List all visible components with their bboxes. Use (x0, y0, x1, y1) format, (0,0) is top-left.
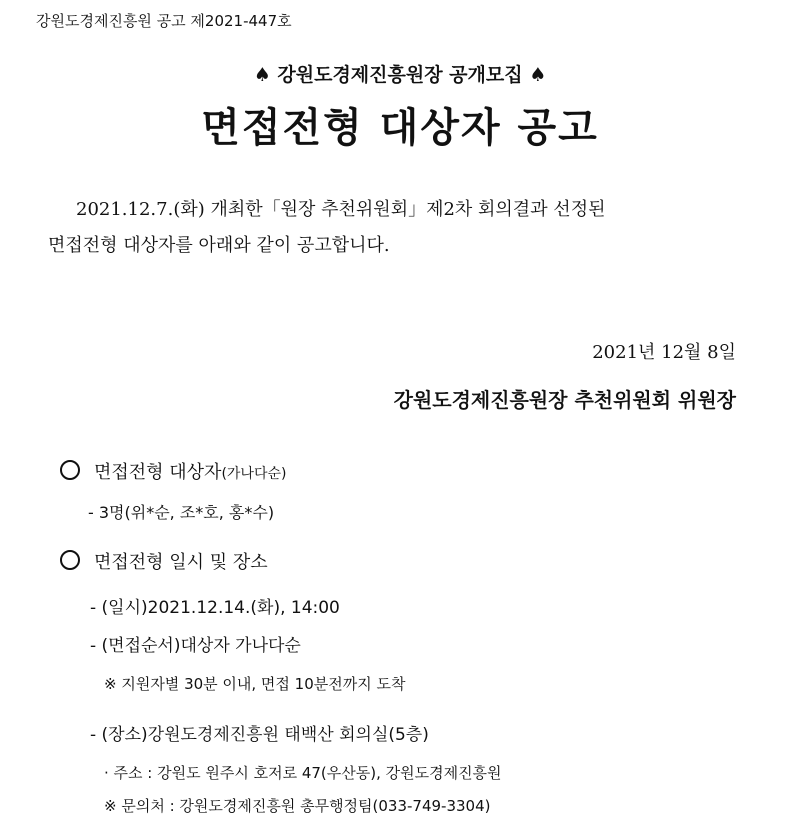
committee-signature: 강원도경제진흥원장 추천위원회 위원장 (393, 388, 736, 412)
candidate-list: - 3명(위*순, 조*호, 홍*수) (88, 503, 275, 522)
announce-date: 2021년 12월 8일 (592, 342, 736, 363)
interview-datetime: - (일시)2021.12.14.(화), 14:00 (90, 598, 340, 618)
arrival-note: ※ 지원자별 30분 이내, 면접 10분전까지 도착 (104, 675, 406, 693)
circle-bullet-icon (60, 460, 80, 480)
interview-place: - (장소)강원도경제진흥원 태백산 회의실(5층) (90, 725, 429, 745)
circle-bullet-icon (60, 550, 80, 570)
section-heading-text: 면접전형 대상자 (94, 462, 222, 483)
intro-line-2: 면접전형 대상자를 아래와 같이 공고합니다. (48, 235, 390, 256)
intro-line-1: 2021.12.7.(화) 개최한「원장 추천위원회」제2차 회의결과 선정된 (76, 199, 606, 220)
section-heading-note: (가나다순) (221, 466, 287, 482)
page-title: 면접전형 대상자 공고 (201, 105, 599, 151)
section-heading-candidates (60, 458, 286, 484)
contact-info: ※ 문의처 : 강원도경제진흥원 총무행정팀(033-749-3304) (104, 797, 491, 815)
address: · 주소 : 강원도 원주시 호저로 47(우산동), 강원도경제진흥원 (104, 764, 502, 782)
notice-number: 강원도경제진흥원 공고 제2021-447호 (36, 12, 292, 30)
section-heading-schedule (60, 548, 268, 574)
subtitle: ♠ 강원도경제진흥원장 공개모집 ♠ (253, 64, 547, 86)
section-heading-text: 면접전형 일시 및 장소 (94, 552, 268, 573)
interview-order: - (면접순서)대상자 가나다순 (90, 636, 301, 656)
intro-paragraph (48, 192, 748, 264)
